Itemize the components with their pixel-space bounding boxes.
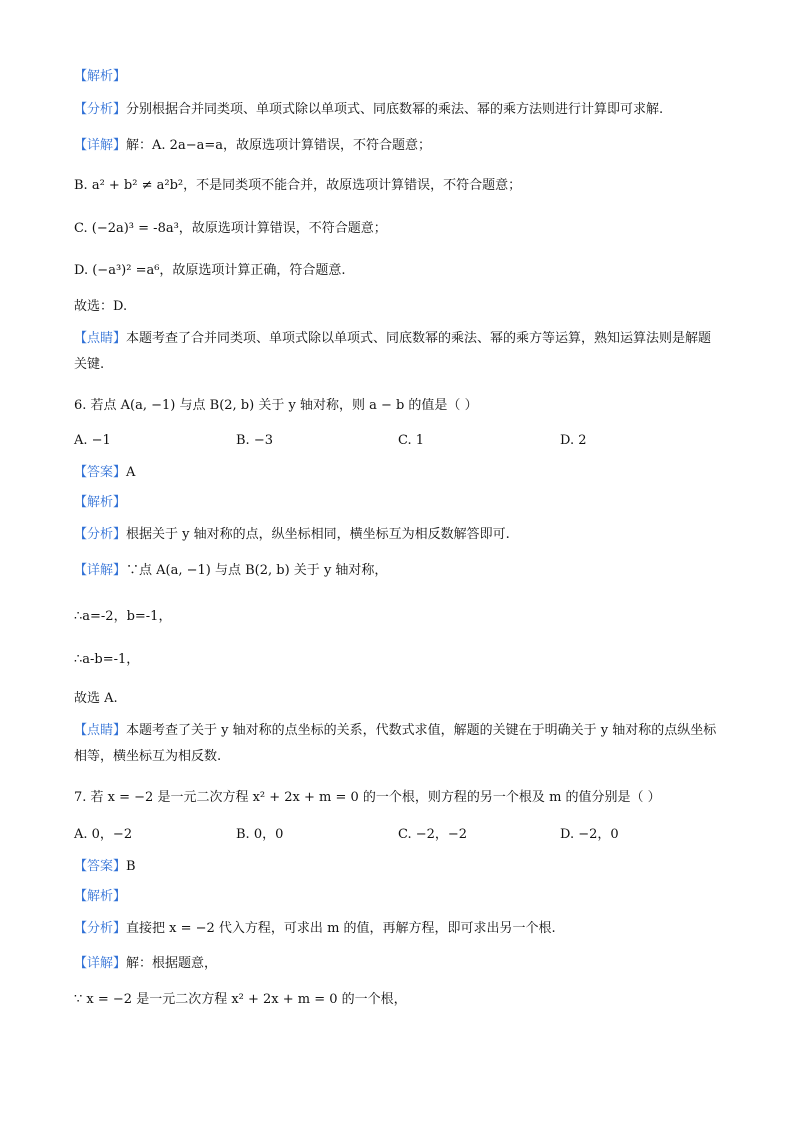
line-text: 故选 A. <box>74 691 118 706</box>
detail-line-6 <box>74 562 387 580</box>
tag-label: 【分析】 <box>74 102 127 117</box>
tag-label: 【详解】 <box>74 563 127 578</box>
analysis-line <box>74 101 663 119</box>
answer-line-6 <box>74 464 135 482</box>
tag-label: 【解析】 <box>74 495 127 510</box>
question-7 <box>74 789 661 807</box>
section-tag-analysis <box>74 68 126 86</box>
line-text: B <box>126 859 136 874</box>
q7-option-d: D. −2，0 <box>560 827 619 842</box>
line-text: ∵ x = −2 是一元二次方程 x² + 2x + m = 0 的一个根， <box>74 992 407 1007</box>
line-text: 分别根据合并同类项、单项式除以单项式、同底数幂的乘法、幂的乘方法则进行计算即可求解. <box>126 102 664 117</box>
analysis-tag-6 <box>74 494 126 512</box>
q6-option-d: D. 2 <box>560 433 587 448</box>
comment-paragraph-6 <box>74 718 724 770</box>
tag-label: 【点睛】 <box>74 331 127 346</box>
q6-option-a: A. −1 <box>74 433 111 448</box>
detail-line-d <box>74 262 346 280</box>
answer-line-7 <box>74 858 136 876</box>
q7-option-b: B. 0，0 <box>236 827 284 842</box>
q6-option-b: B. −3 <box>236 433 273 448</box>
tag-label: 【详解】 <box>74 956 127 971</box>
analysis-tag-7 <box>74 888 126 906</box>
line-text: D. (−a³)² =a⁶，故原选项计算正确，符合题意. <box>74 263 346 278</box>
detail-line-a <box>74 137 431 155</box>
line-text: 直接把 x = −2 代入方程，可求出 m 的值，再解方程，即可求出另一个根. <box>126 921 556 936</box>
line-text: ∵点 A(a, −1) 与点 B(2, b) 关于 y 轴对称， <box>126 563 388 578</box>
tag-label: 【解析】 <box>74 889 127 904</box>
q7-option-c: C. −2，−2 <box>398 827 468 842</box>
line-text: 解：A. 2a−a=a，故原选项计算错误，不符合题意； <box>126 138 431 153</box>
conclusion-line <box>74 298 127 316</box>
step-line-6a <box>74 608 171 626</box>
tag-label: 【答案】 <box>74 465 127 480</box>
tag-label: 【点睛】 <box>74 723 127 738</box>
detail-line-b <box>74 177 521 195</box>
line-text: 本题考查了合并同类项、单项式除以单项式、同底数幂的乘法、幂的乘方等运算，熟知运算法则是解题关键. <box>74 331 712 372</box>
line-text: B. a² + b² ≠ a²b²，不是同类项不能合并，故原选项计算错误，不符合题意； <box>74 178 522 193</box>
q6-option-c: C. 1 <box>398 433 425 448</box>
line-text: 解：根据题意， <box>126 956 218 971</box>
tag-label: 【分析】 <box>74 921 127 936</box>
question-text: 6. 若点 A(a, −1) 与点 B(2, b) 关于 y 轴对称，则 a − b 的值是（ ） <box>74 398 478 413</box>
comment-paragraph <box>74 326 724 378</box>
line-text: 本题考查了关于 y 轴对称的点坐标的关系，代数式求值，解题的关键在于明确关于 y 轴对称的点纵坐标相等，横坐标互为相反数. <box>74 723 717 764</box>
step-line-6b <box>74 651 139 669</box>
line-text: ∴a-b=-1， <box>74 652 140 667</box>
detail-line-7 <box>74 955 217 973</box>
question-6 <box>74 397 478 415</box>
detail-line-c <box>74 220 387 238</box>
line-text: C. (−2a)³ = -8a³，故原选项计算错误，不符合题意； <box>74 221 387 236</box>
step-line-7 <box>74 991 407 1009</box>
conclusion-line-6 <box>74 690 118 708</box>
analysis-line-6 <box>74 526 510 544</box>
tag-label: 【解析】 <box>74 69 127 84</box>
line-text: A <box>126 465 136 480</box>
analysis-line-7 <box>74 920 556 938</box>
question-text: 7. 若 x = −2 是一元二次方程 x² + 2x + m = 0 的一个根，则方程的另一个根及 m 的值分别是（ ） <box>74 790 661 805</box>
line-text: 故选：D. <box>74 299 128 314</box>
q7-option-a: A. 0，−2 <box>74 827 133 842</box>
tag-label: 【答案】 <box>74 859 127 874</box>
tag-label: 【分析】 <box>74 527 127 542</box>
line-text: ∴a=-2，b=-1， <box>74 609 172 624</box>
tag-label: 【详解】 <box>74 138 127 153</box>
line-text: 根据关于 y 轴对称的点，纵坐标相同，横坐标互为相反数解答即可. <box>126 527 510 542</box>
